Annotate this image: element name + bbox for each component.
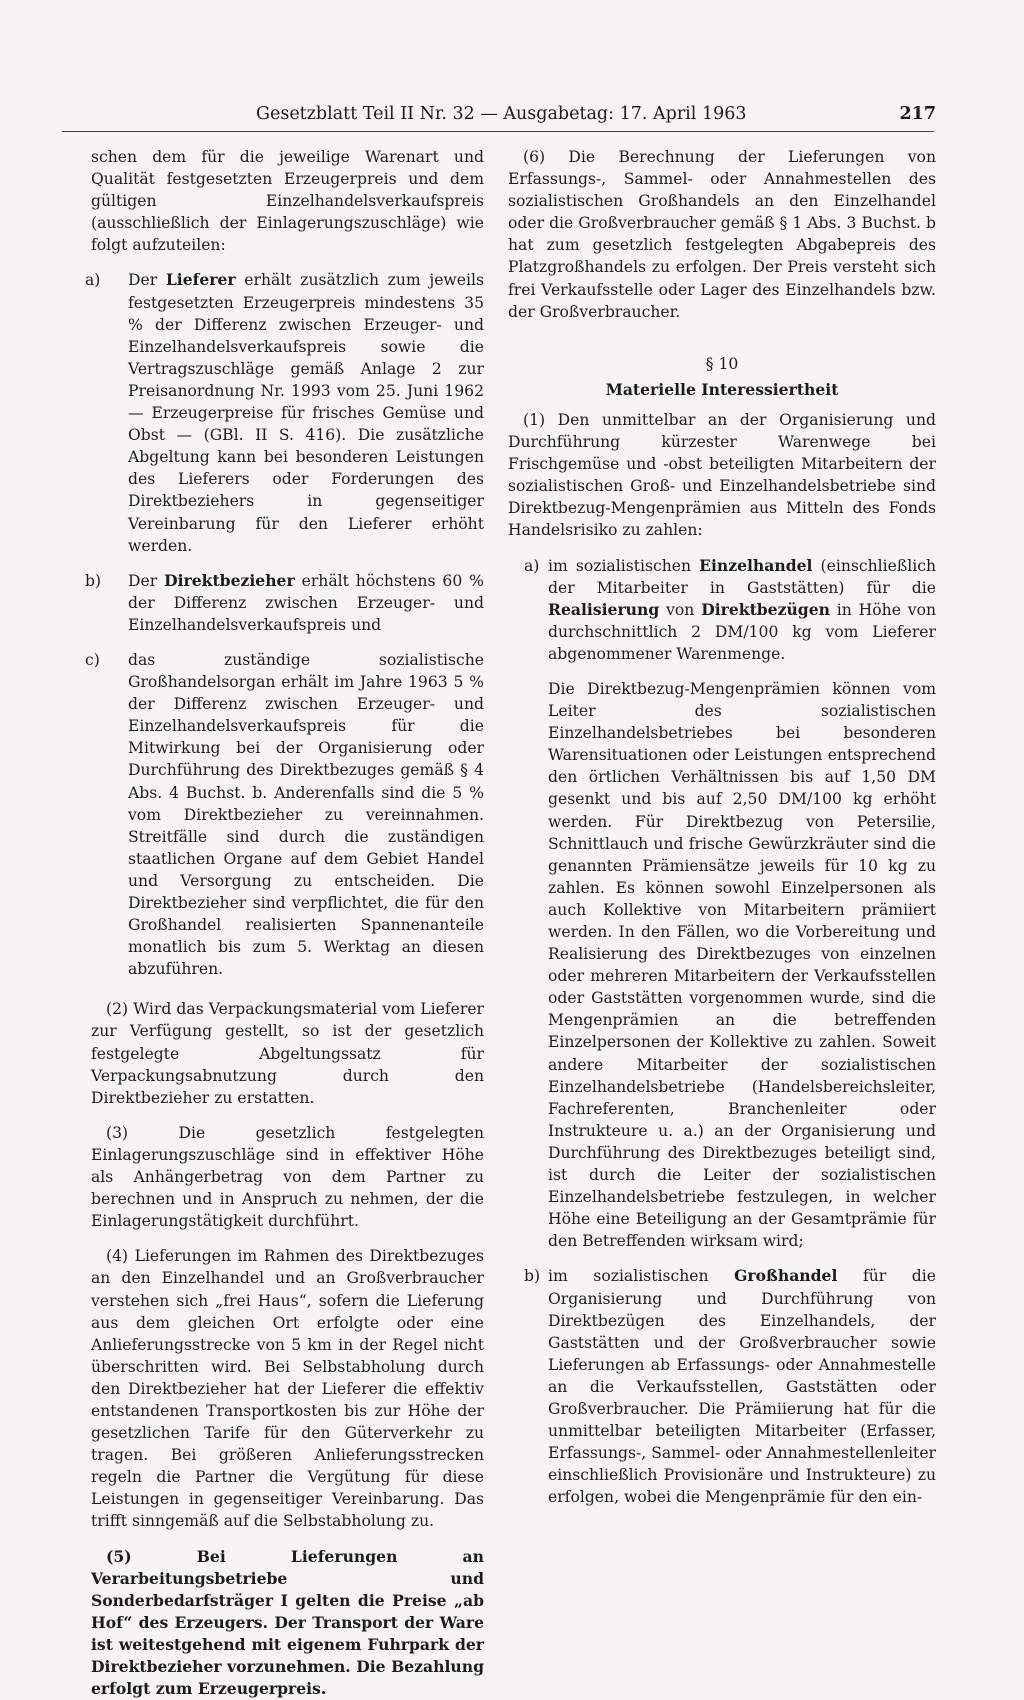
paragraph-3: (3) Die gesetzlich festgelegten Einlagerungszuschläge sind in effektiver Höhe als Anhängerbetrag von dem Partner zu berechnen und in Anspruch zu nehmen, der die Einlagerungstätigkeit durchführt. — [91, 1123, 484, 1231]
page-number: 217 — [899, 104, 936, 124]
right-column — [508, 146, 936, 1508]
list-label: a) — [85, 271, 101, 290]
term-realisierung: Realisierung — [548, 599, 660, 619]
item-a-subparagraph: Die Direktbezug-Mengenprämien können vom Leiter des sozialistischen Einzelhandelsbetriebes bei besonderen Warensituationen oder Leistungen entsprechend den örtlichen Verhältnissen bis auf 1,50 DM gesenkt und bis auf 2,50 DM/100 kg erhöht werden. Für Direktbezug von Petersilie, Schnittlauch und frische Gewürzkräuter sind die genannten Prämiensätze jeweils für 10 kg zu zahlen. Es können sowohl Einzelpersonen als auch Kollektive von Mitarbeitern prämiiert werden. In den Fällen, wo die Vorbereitung und Realisierung des Direktbezuges von einzelnen oder mehreren Mitarbeitern der Verkaufsstellen oder Gaststätten vorgenommen wurde, sind die Mengenprämien an die betreffenden Einzelpersonen der Kollektive zu zahlen. Soweit andere Mitarbeiter der sozialistischen Einzelhandelsbetriebe (Handelsbereichsleiter, Fachreferenten, Branchenleiter oder Instrukteure u. a.) an der Organisierung und Durchführung des Direktbezuges beteiligt sind, ist durch die Leiter der sozialistischen Einzelhandelsbetriebe festzulegen, in welcher Höhe eine Beteiligung an der Gesamtprämie für den Betreffenden wirksam wird; — [548, 679, 936, 1251]
term-grosshandel: Großhandel — [734, 1266, 838, 1286]
paragraph-5: (5) Bei Lieferungen an Verarbeitungsbetriebe und Sonderbedarfsträger I gelten die Preise „ab Hof“ des Erzeugers. Der Transport der Ware ist weitestgehend mit eigenem Fuhrpark der Direktbezieher vorzunehmen. Die Bezahlung erfolgt zum Erzeugerpreis. — [91, 1546, 484, 1699]
list-item-a: a) Der Lieferer erhält zusätzlich zum jeweils festgesetzten Erzeugerpreis mindestens 35 % der Differenz zwischen Erzeuger- und Einzelhandelsverkaufspreis sowie die Vertragszuschläge gemäß Anlage 2 zur Preisanordnung Nr. 1993 vom 25. Juni 1962 — Erzeugerpreise für frisches Gemüse und Obst — (GBl. II S. 416). Die zusätzliche Abgeltung kann bei besonderen Leistungen des Lieferers oder Forderungen des Direktbeziehers in gegenseitiger Vereinbarung für den Lieferer erhöht werden. — [85, 270, 484, 555]
list-label: a) — [524, 556, 540, 575]
list-label: b) — [85, 571, 102, 590]
section-title: Materielle Interessiertheit — [605, 379, 839, 399]
list-label: c) — [85, 650, 100, 669]
intro-paragraph: schen dem für die jeweilige Warenart und Qualität festgesetzten Erzeugerpreis und dem gültigen Einzelhandelsverkaufspreis (ausschließlich der Einlagerungszuschläge) wie folgt aufzuteilen: — [91, 148, 484, 255]
gazette-title: Gesetzblatt Teil II Nr. 32 — Ausgabetag: 17. April 1963 — [256, 104, 747, 124]
paragraph-2: (2) Wird das Verpackungsmaterial vom Lieferer zur Verfügung gestellt, so ist der gesetzlich festgelegte Abgeltungssatz für Verpackungsabnutzung durch den Direktbezieher zu erstatten. — [91, 1000, 484, 1107]
paragraph-6: (6) Die Berechnung der Lieferungen von Erfassungs-, Sammel- oder Annahmestellen des sozialistischen Großhandels an den Einzelhandel oder die Großverbraucher gemäß § 1 Abs. 3 Buchst. b hat zum gesetzlich festgelegten Abgabepreis des Platzgroßhandels zu erfolgen. Der Preis versteht sich frei Verkaufsstelle oder Lager des Einzelhandels bzw. der Großverbraucher. — [508, 148, 936, 321]
term-einzelhandel: Einzelhandel — [699, 555, 813, 575]
section-paragraph-1: (1) Den unmittelbar an der Organisierung und Durchführung kürzester Warenwege bei Frischgemüse und -obst beteiligten Mitarbeitern der sozialistischen Groß- und Einzelhandelsbetriebe sind Direktbezug-Mengenprämien aus Mitteln des Fonds Handelsrisiko zu zahlen: — [508, 410, 936, 540]
term-lieferer: Lieferer — [165, 270, 236, 290]
list-item-b: b) im sozialistischen Großhandel für die Organisierung und Durchführung von Direktbezügen des Einzelhandels, der Gaststätten und der Großverbraucher sowie Lieferungen ab Erfassungs- oder Annahmestelle an die Verkaufsstellen, Gaststätten oder Großverbraucher. Die Prämiierung hat für die unmittelbar beteiligten Mitarbeiter (Erfasser, Erfassungs-, Sammel- oder Annahmestellenleiter einschließlich Provisionäre und Instrukteure) zu erfolgen, wobei die Mengenprämie für den ein- — [524, 1266, 936, 1507]
left-column — [85, 146, 484, 1700]
list-label: b) — [524, 1267, 541, 1286]
section-number: § 10 — [705, 354, 739, 373]
term-direktbezieher: Direktbezieher — [164, 570, 295, 590]
header-rule — [62, 131, 934, 132]
list-item-a: a) im sozialistischen Einzelhandel (einschließlich der Mitarbeiter in Gaststätten) für die Realisierung von Direktbezügen in Höhe von durchschnittlich 2 DM/100 kg vom Lieferer abgenommener Warenmenge. Die Direktbezug-Mengenprämien können vom Leiter des sozialistischen Einzelhandelsbetriebes bei besonderen Warensituationen oder Leistungen entsprechend den örtlichen Verhältnissen bis auf 1,50 DM gesenkt und bis auf 2,50 DM/100 kg erhöht werden. Für Direktbezug von Petersilie, Schnittlauch und frische Gewürzkräuter sind die genannten Prämiensätze jeweils für 10 kg zu zahlen. Es können sowohl Einzelpersonen als auch Kollektive von Mitarbeitern prämiiert werden. In den Fällen, wo die Vorbereitung und Realisierung des Direktbezuges von einzelnen oder mehreren Mitarbeitern der Verkaufsstellen oder Gaststätten vorgenommen wurde, sind die Mengenprämien an die betreffenden Einzelpersonen der Kollektive zu zahlen. Soweit andere Mitarbeiter der sozialistischen Einzelhandelsbetriebe (Handelsbereichsleiter, Fachreferenten, Branchenleiter oder Instrukteure u. a.) an der Organisierung und Durchführung des Direktbezuges beteiligt sind, ist durch die Leiter der sozialistischen Einzelhandelsbetriebe festzulegen, in welcher Höhe eine Beteiligung an der Gesamtprämie für den Betreffenden wirksam wird; — [508, 555, 936, 1253]
page-header — [256, 104, 936, 134]
list-item-c: c) das zuständige sozialistische Großhandelsorgan erhält im Jahre 1963 5 % der Differenz zwischen Erzeuger- und Einzelhandelsverkaufspreis für die Mitwirkung bei der Organisierung oder Durchführung des Direktbezuges gemäß § 4 Abs. 4 Buchst. b. Anderenfalls sind die 5 % vom Direktbezieher zu vereinnahmen. Streitfälle sind durch die zuständigen staatlichen Organe auf dem Gebiet Handel und Versorgung zu entscheiden. Die Direktbezieher sind verpflichtet, die für den Großhandel realisierten Spannenanteile monatlich bis zum 5. Werktag an diesen abzuführen. — [85, 650, 484, 979]
paragraph-4: (4) Lieferungen im Rahmen des Direktbezuges an den Einzelhandel und an Großverbraucher verstehen sich „frei Haus“, sofern die Lieferung aus dem gleichen Ort erfolgte oder eine Anlieferungsstrecke von 5 km in der Regel nicht überschritten wird. Bei Selbstabholung durch den Direktbezieher hat der Lieferer die effektiv entstandenen Transportkosten bis zur Höhe der gesetzlichen Tarife für den Güterverkehr zu tragen. Bei größeren Anlieferungsstrecken regeln die Partner die Vergütung für diese Leistungen in gegenseitiger Vereinbarung. Das trifft sinngemäß auf die Selbstabholung zu. — [91, 1247, 484, 1531]
list-item-b: b) Der Direktbezieher erhält höchstens 60 % der Differenz zwischen Erzeuger- und Einzelhandelsverkaufspreis und — [85, 570, 484, 634]
term-direktbezuegen: Direktbezügen — [701, 599, 830, 619]
